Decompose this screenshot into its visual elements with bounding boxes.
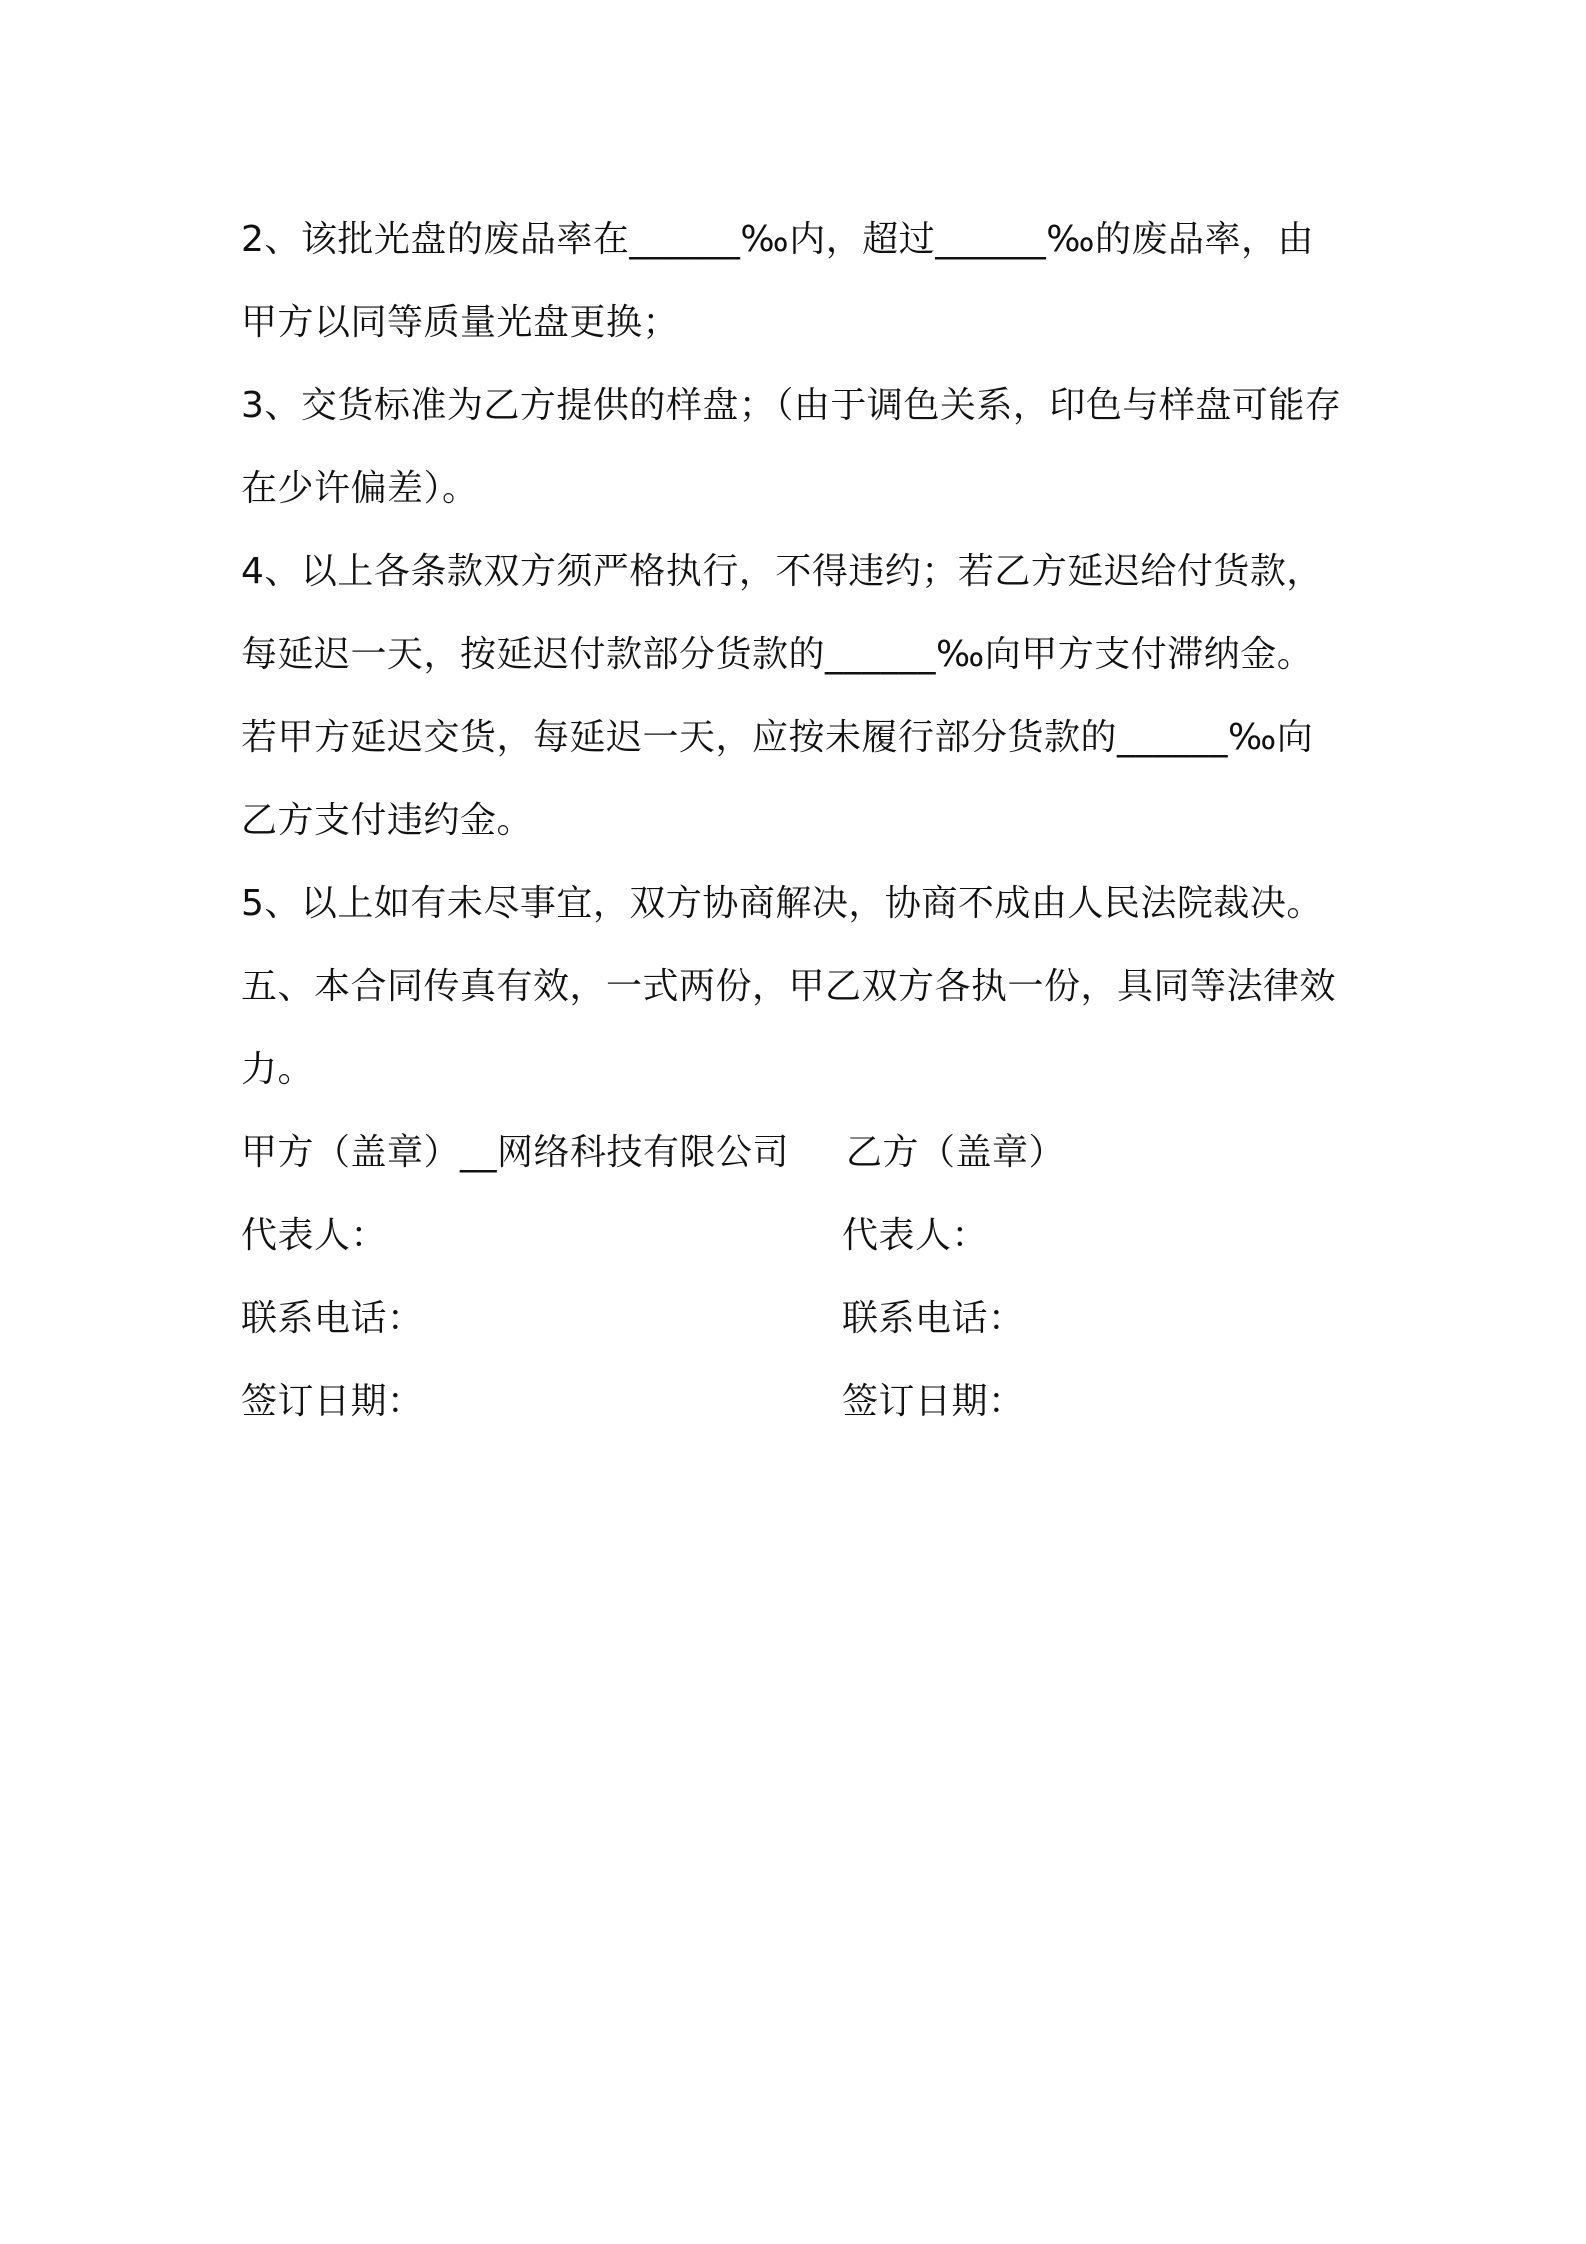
party-a-seal: 甲方（盖章）__网络科技有限公司 <box>241 1132 790 1173</box>
signature-date-row <box>241 1360 1361 1443</box>
text-line: 2、该批光盘的废品率在______‰内，超过______‰的废品率，由 <box>241 219 1315 260</box>
text-line: 若甲方延迟交货，每延迟一天，应按未履行部分货款的______‰向 <box>241 717 1314 758</box>
text-line: 5、以上如有未尽事宜，双方协商解决，协商不成由人民法院裁决。 <box>241 883 1323 924</box>
text-line: 在少许偏差）。 <box>241 468 479 509</box>
party-b-representative: 代表人： <box>842 1215 989 1256</box>
text-line: 乙方支付违约金。 <box>241 800 534 841</box>
text-line: 4、以上各条款双方须严格执行，不得违约；若乙方延迟给付货款， <box>241 551 1323 592</box>
party-b-sign-date: 签订日期： <box>842 1381 1025 1422</box>
party-a-sign-date: 签订日期： <box>241 1381 424 1422</box>
party-b-phone: 联系电话： <box>842 1298 1025 1339</box>
text-line: 五、本合同传真有效，一式两份，甲乙双方各执一份，具同等法律效 <box>241 966 1337 1007</box>
signature-rep-row <box>241 1194 1361 1277</box>
party-b-seal: 乙方（盖章） <box>846 1132 1066 1173</box>
signature-phone-row <box>241 1277 1361 1360</box>
party-a-phone: 联系电话： <box>241 1298 424 1339</box>
party-a-representative: 代表人： <box>241 1215 388 1256</box>
text-line: 甲方以同等质量光盘更换； <box>241 302 680 343</box>
document-body <box>241 198 1361 1443</box>
signature-seal-row <box>241 1111 1361 1194</box>
text-line: 力。 <box>241 1049 315 1090</box>
text-line: 每延迟一天，按延迟付款部分货款的______‰向甲方支付滞纳金。 <box>241 634 1314 675</box>
text-line: 3、交货标准为乙方提供的样盘；（由于调色关系，印色与样盘可能存 <box>241 385 1342 426</box>
